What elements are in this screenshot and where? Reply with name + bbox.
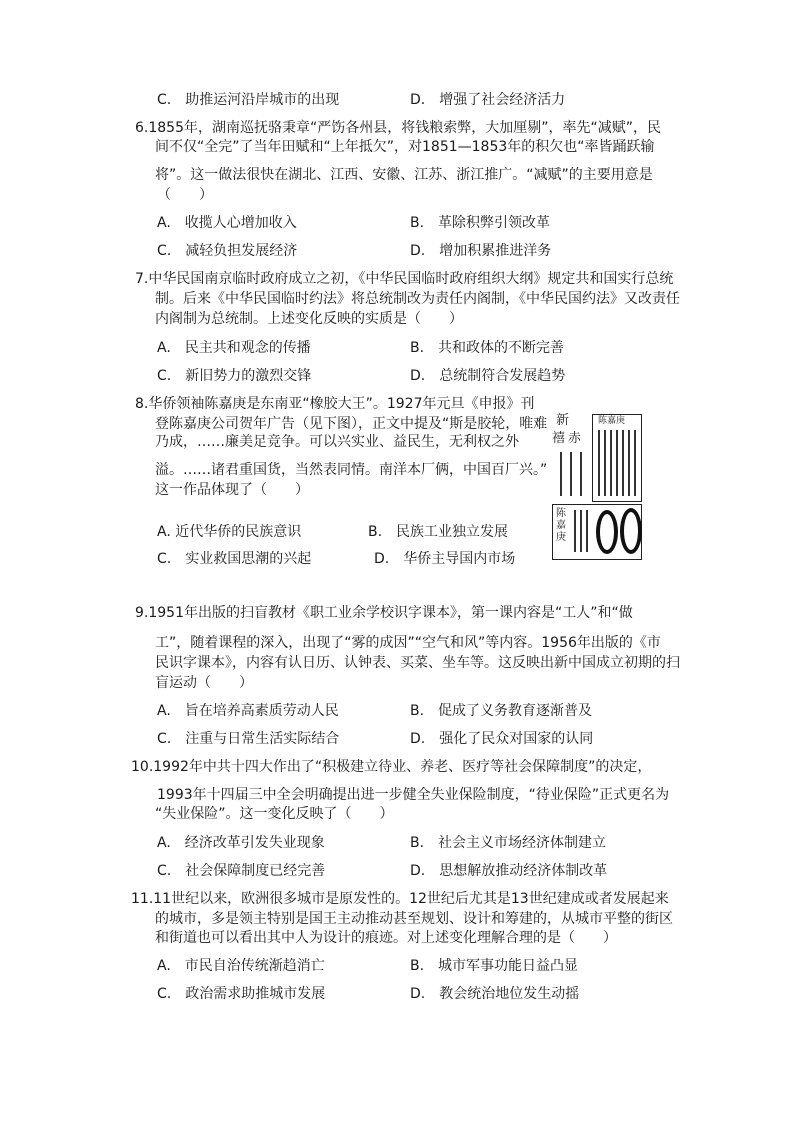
q8-stem-line-4: 溢。……诸君重国货，当然表同情。南洋本厂俩，中国百厂兴。”	[155, 462, 548, 478]
ad-side-character-2: 禧	[552, 431, 566, 446]
q9-stem-line-2: 工”，随着课程的深入，出现了“雾的成因”“空气和风”等内容。1956年出版的《市	[155, 635, 661, 651]
q10-option-c: C. 社会保障制度已经完善	[157, 863, 326, 879]
q6-option-d: D. 增加积累推进洋务	[410, 243, 552, 259]
q11-option-a: A. 市民自治传统渐趋消亡	[157, 958, 325, 974]
q10-option-a: A. 经济改革引发失业现象	[157, 835, 325, 851]
ad-text-column	[570, 452, 572, 496]
q11-option-d: D. 教会统治地位发生动摇	[410, 986, 580, 1002]
q6-stem-line-4: （ ）	[157, 187, 213, 203]
q11-option-c: C. 政治需求助推城市发展	[157, 986, 326, 1002]
ad-text-column	[634, 430, 636, 496]
q9-stem-line-1: 9.1951年出版的扫盲教材《职工业余学校识字课本》，第一课内容是“工人”和“做	[135, 605, 633, 621]
q7-stem-line-3: 内阁制为总统制。上述变化反映的实质是（ ）	[155, 311, 463, 327]
q8-stem-line-5: 这一作品体现了（ ）	[155, 482, 309, 498]
ad-rubber-tire-right-icon	[620, 508, 642, 554]
q7-option-d: D. 总统制符合发展趋势	[410, 368, 566, 384]
q10-option-d: D. 思想解放推动经济体制改革	[410, 863, 608, 879]
q7-stem-line-1: 7.中华民国南京临时政府成立之初，《中华民国临时政府组织大纲》规定共和国实行总统	[135, 271, 674, 287]
q6-stem-line-3: 将”。这一做法很快在湖北、江西、安徽、江苏、浙江推广。“减赋”的主要用意是	[155, 167, 653, 183]
q8-stem-line-1: 8.华侨领袖陈嘉庚是东南亚“橡胶大王”。1927年元旦《申报》刊	[135, 396, 535, 412]
q5-option-d: D. 增强了社会经济活力	[410, 92, 566, 108]
q8-stem-line-3: 乃成，……廉美足竞争。可以兴实业、益民生，无利权之外	[155, 434, 519, 450]
q7-option-a: A. 民主共和观念的传播	[157, 340, 311, 356]
ad-brand-text: 陈嘉庚	[556, 508, 566, 543]
q6-option-a: A. 收揽人心增加收入	[157, 215, 297, 231]
q7-option-b: B. 共和政体的不断完善	[410, 340, 565, 356]
q6-option-b: B. 革除积弊引领改革	[410, 215, 551, 231]
ad-text-column	[560, 452, 562, 496]
ad-text-column	[622, 430, 624, 496]
ad-text-column	[580, 452, 582, 496]
q11-option-b: B. 城市军事功能日益凸显	[410, 958, 579, 974]
q10-option-b: B. 社会主义市场经济体制建立	[410, 835, 607, 851]
q6-option-c: C. 减轻负担发展经济	[157, 243, 298, 259]
ad-text-column	[616, 430, 618, 496]
ad-rubber-tire-left-icon	[596, 510, 618, 554]
ad-text-column	[580, 510, 582, 552]
ad-text-column	[586, 510, 588, 552]
q9-stem-line-3: 民识字课本》，内容有认日历、认钟表、买菜、坐车等。这反映出新中国成立初期的扫	[155, 655, 680, 671]
q9-option-c: C. 注重与日常生活实际结合	[157, 731, 340, 747]
q9-option-b: B. 促成了义务教育逐渐普及	[410, 703, 593, 719]
ad-text-column	[628, 430, 630, 496]
ad-text-column	[574, 510, 576, 552]
q10-stem-line-3: “失业保险”。这一变化反映了（ ）	[155, 806, 394, 822]
q5-option-c: C. 助推运河沿岸城市的出现	[157, 92, 340, 108]
q8-option-a: A. 近代华侨的民族意识	[157, 524, 302, 540]
q7-stem-line-2: 制。后来《中华民国临时约法》将总统制改为责任内阁制，《中华民国约法》又改责任	[155, 291, 680, 307]
q9-stem-line-4: 盲运动（ ）	[155, 675, 253, 691]
q8-option-d: D. 华侨主导国内市场	[374, 551, 516, 567]
chen-jiageng-new-year-advertisement	[548, 412, 644, 562]
q9-option-a: A. 旨在培养高素质劳动人民	[157, 703, 339, 719]
q11-stem-line-1: 11.11世纪以来，欧洲很多城市是原发性的。12世纪后尤其是13世纪建成或者发展起来	[131, 891, 669, 907]
ad-side-character-1: 新	[556, 413, 570, 428]
ad-header-text: 陈嘉庚	[598, 416, 626, 426]
q10-stem-line-2: 1993年十四届三中全会明确提出进一步健全失业保险制度，“待业保险”正式更名为	[157, 787, 670, 803]
q11-stem-line-2: 的城市，多是领主特别是国王主动推动甚至规划、设计和筹建的，从城市平整的街区	[155, 911, 673, 927]
q8-option-c: C. 实业救国思潮的兴起	[157, 551, 312, 567]
ad-side-character-3: 赤	[568, 431, 582, 446]
q8-stem-line-2: 登陈嘉庚公司贺年广告（见下图），正文中提及“斯是胶轮，唯难	[155, 416, 548, 432]
q11-stem-line-3: 和街道也可以看出其中人为设计的痕迹。对上述变化理解合理的是（ ）	[155, 930, 617, 946]
q9-option-d: D. 强化了民众对国家的认同	[410, 731, 594, 747]
q7-option-c: C. 新旧势力的激烈交锋	[157, 368, 312, 384]
q8-option-b: B. 民族工业独立发展	[368, 524, 509, 540]
ad-text-column	[610, 430, 612, 496]
q6-stem-line-2: 间不仅“全完”了当年田赋和“上年抵欠”，对1851—1853年的积欠也“率皆踊跃输	[155, 139, 655, 155]
q10-stem-line-1: 10.1992年中共十四大作出了“积极建立待业、养老、医疗等社会保障制度”的决定，	[131, 759, 652, 775]
q6-stem-line-1: 6.1855年，湖南巡抚骆秉章“严饬各州县，将钱粮索弊，大加厘剔”，率先“减赋”，民	[135, 120, 661, 136]
ad-text-column	[604, 430, 606, 496]
ad-text-column	[598, 430, 600, 496]
